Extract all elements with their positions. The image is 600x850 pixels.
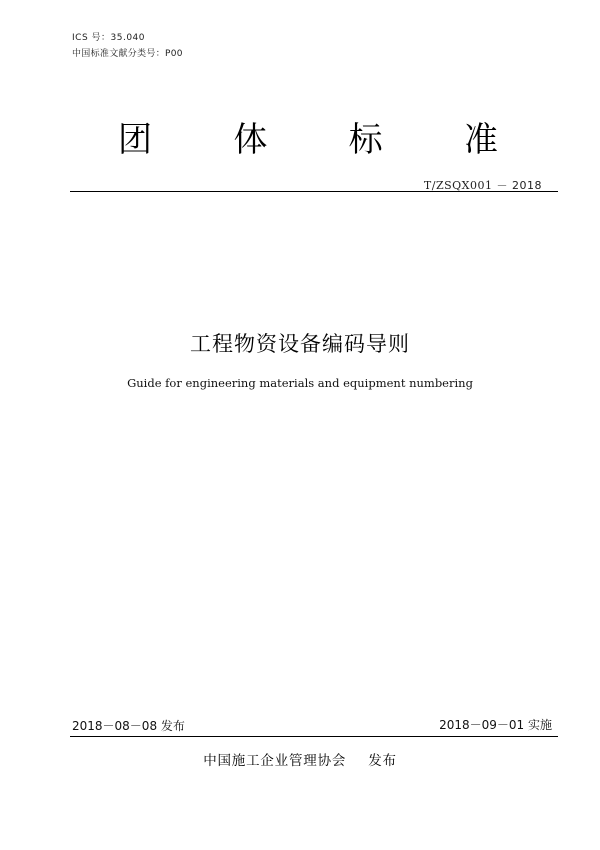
- title-divider: [70, 191, 558, 192]
- standard-type-char: 团: [118, 120, 152, 160]
- standard-number-prefix: T/ZSQX001: [423, 179, 493, 192]
- publisher-action: 发布: [368, 753, 397, 769]
- document-title-chinese: 工程物资设备编码导则: [190, 332, 410, 356]
- publish-date: 2018－08－08 发布: [72, 719, 185, 733]
- standard-type-char: 标: [348, 120, 383, 160]
- standard-type-char: 准: [463, 120, 498, 160]
- standard-type-heading: [118, 118, 498, 162]
- ccs-classification: 中国标准文献分类号：P00: [72, 49, 183, 59]
- standard-number-separator: －: [492, 179, 512, 192]
- publisher-line: [0, 749, 600, 769]
- footer-divider: [70, 736, 558, 737]
- document-title-english: Guide for engineering materials and equipment numbering: [127, 376, 473, 390]
- implementation-date: 2018－09－01 实施: [439, 718, 552, 732]
- standard-number-year: 2018: [512, 179, 542, 192]
- ics-number: ICS 号：35.040: [72, 33, 146, 43]
- publisher-name: 中国施工企业管理协会: [203, 753, 347, 769]
- standard-type-char: 体: [233, 120, 268, 160]
